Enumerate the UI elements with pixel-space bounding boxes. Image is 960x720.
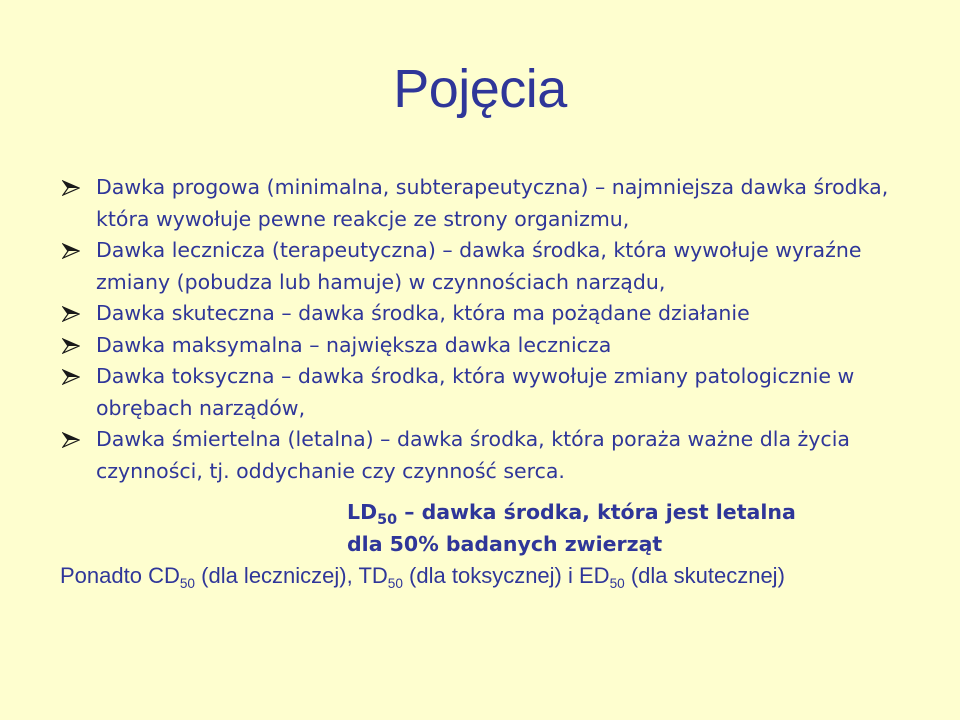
ld50-definition [347,497,867,560]
bullet-text: Dawka śmiertelna (letalna) – dawka środka, która poraża ważne dla życia czynności, tj. oddychanie czy czynność serca. [96,427,850,483]
ld-line1-rest: – dawka środka, która jest letalna [397,500,796,524]
list-item [62,424,922,487]
footer-sub-2: 50 [387,575,403,591]
ld-prefix: LD [347,500,378,524]
arrowhead-icon [62,338,80,354]
footer-part-2: (dla leczniczej), TD [195,563,388,588]
bullet-text: Dawka maksymalna – największa dawka lecznicza [96,332,612,357]
ld50-line-2: dla 50% badanych zwierząt [347,531,663,556]
footer-part-4: (dla skutecznej) [624,563,785,588]
bullet-text: Dawka progowa (minimalna, subterapeutyczna) – najmniejsza dawka środka, która wywołuje pewne reakcje ze strony organizmu, [96,175,889,231]
footer-sub-3: 50 [609,575,625,591]
list-item [62,298,922,330]
list-item [62,330,922,362]
ld-subscript: 50 [377,512,398,529]
ld50-line-1 [347,497,867,529]
footer-sub-1: 50 [179,575,196,591]
definition-list [62,172,922,487]
footer-part-3: (dla toksycznej) i ED [402,563,610,588]
bullet-text: Dawka skuteczna – dawka środka, która ma pożądane działanie [96,301,750,325]
footer-part-1: Ponadto CD [60,563,180,588]
arrowhead-icon [62,243,80,259]
bullet-text: Dawka lecznicza (terapeutyczna) – dawka środka, która wywołuje wyraźne zmiany (pobudza lub hamuje) w czynnościach narządu, [96,238,862,294]
list-item [62,361,922,424]
footer-note [60,561,940,591]
bullet-text: Dawka toksyczna – dawka środka, która wywołuje zmiany patologicznie w obrębach narządów, [96,364,855,420]
arrowhead-icon [62,432,80,448]
slide-title: Pojęcia [393,59,567,119]
arrowhead-icon [62,369,80,385]
list-item [62,172,922,235]
arrowhead-icon [62,306,80,322]
arrowhead-icon [62,180,80,196]
list-item [62,235,922,298]
